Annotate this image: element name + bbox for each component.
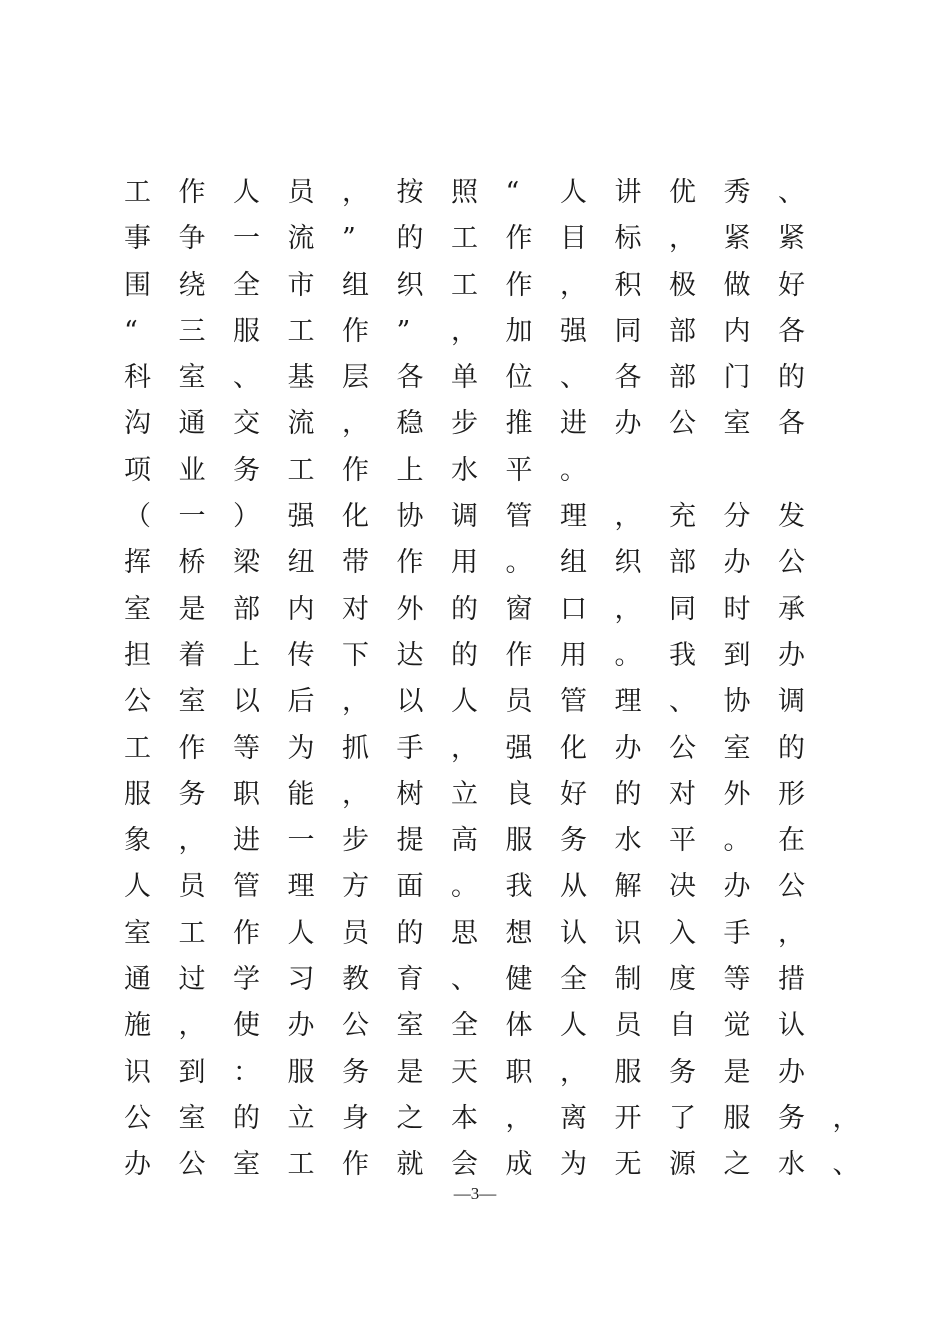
text-line: 室 是 部 内 对 外 的 窗 口 ， 同 时 承 (124, 593, 805, 625)
text-line: 通 过 学 习 教 育 、 健 全 制 度 等 措 (124, 964, 805, 996)
text-line: 识 到 ： 服 务 是 天 职 ， 服 务 是 办 (124, 1056, 805, 1088)
text-line: 沟 通 交 流 ， 稳 步 推 进 办 公 室 各 (124, 408, 805, 440)
text-line: 公 室 的 立 身 之 本 ， 离 开 了 服 务 ， (124, 1102, 860, 1134)
text-line: 工 作 等 为 抓 手 ， 强 化 办 公 室 的 (124, 732, 805, 764)
text-line: 科 室 、 基 层 各 单 位 、 各 部 门 的 (124, 362, 805, 394)
text-line: 挥 桥 梁 纽 带 作 用 。 组 织 部 办 公 (124, 547, 805, 579)
text-line: 服 务 职 能 ， 树 立 良 好 的 对 外 形 (124, 778, 805, 810)
text-line: 担 着 上 传 下 达 的 作 用 。 我 到 办 (124, 639, 805, 671)
text-line: 事 争 一 流 ” 的 工 作 目 标 ， 紧 紧 (124, 223, 805, 255)
text-line: 象 ， 进 一 步 提 高 服 务 水 平 。 在 (124, 825, 805, 857)
text-line: 施 ， 使 办 公 室 全 体 人 员 自 觉 认 (124, 1010, 805, 1042)
text-line: 工 作 人 员 ， 按 照 “ 人 讲 优 秀 、 (124, 177, 805, 208)
text-line: 人 员 管 理 方 面 。 我 从 解 决 办 公 (124, 871, 805, 903)
text-line: 办 公 室 工 作 就 会 成 为 无 源 之 水 、 (124, 1149, 860, 1181)
text-line: “ 三 服 工 作 ” ， 加 强 同 部 内 各 (124, 315, 805, 347)
page-number: —3— (453, 1184, 497, 1203)
text-line: 室 工 作 人 员 的 思 想 认 识 入 手 ， (124, 917, 805, 949)
body-text (124, 170, 860, 1189)
text-line: 公 室 以 后 ， 以 人 员 管 理 、 协 调 (124, 686, 805, 718)
text-line: 项 业 务 工 作 上 水 平 。 (124, 454, 587, 486)
text-line: 围 绕 全 市 组 织 工 作 ， 积 极 做 好 (124, 269, 805, 301)
text-line: （ 一 ） 强 化 协 调 管 理 ， 充 分 发 (124, 501, 805, 533)
